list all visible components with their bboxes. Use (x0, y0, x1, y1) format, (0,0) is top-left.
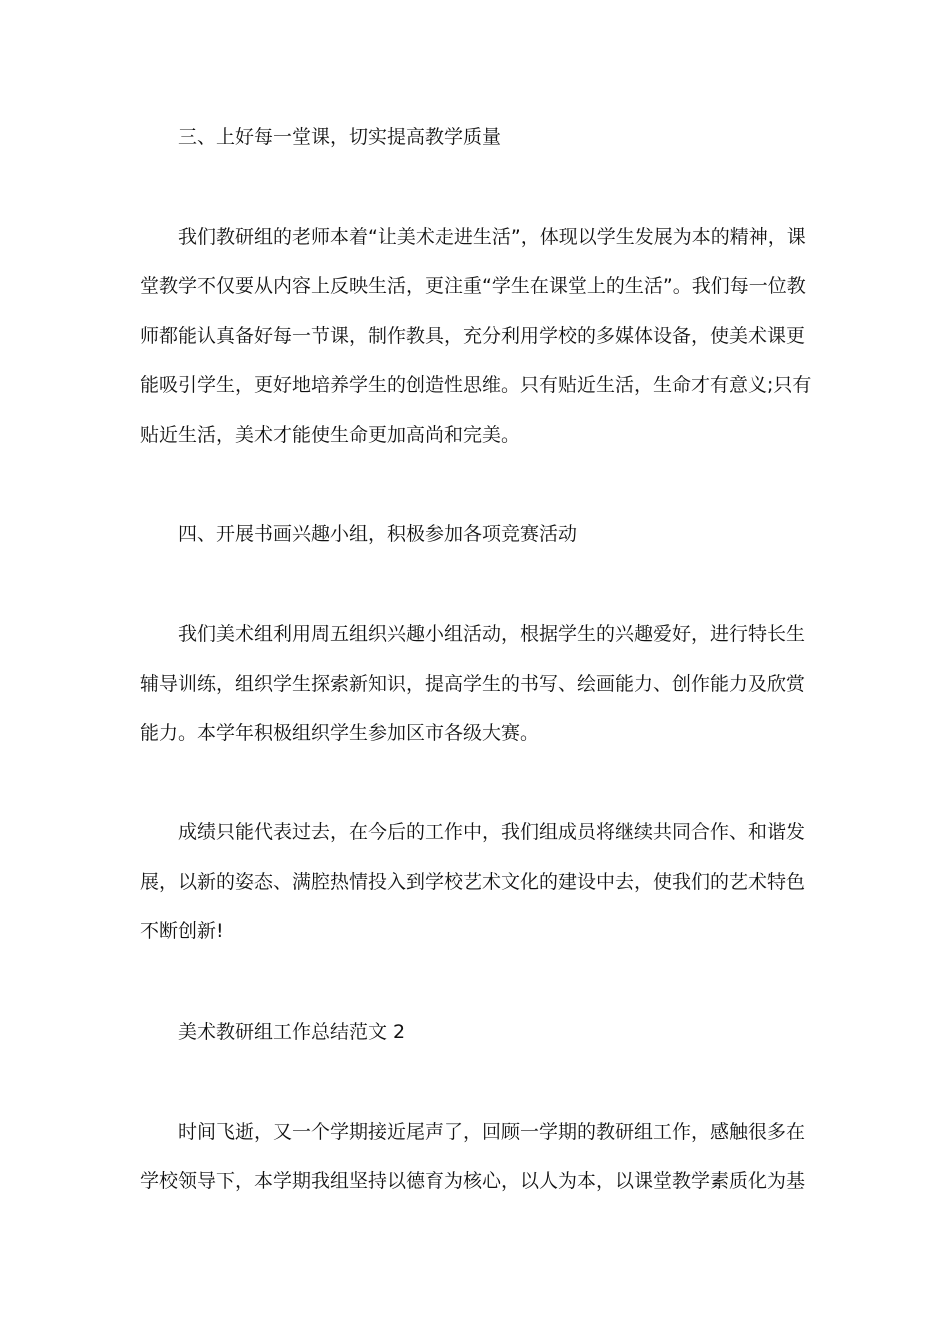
paragraph-line: 学校领导下，本学期我组坚持以德育为核心，以人为本，以课堂教学素质化为基 (140, 1170, 806, 1192)
section-heading-3: 三、上好每一堂课，切实提高教学质量 (178, 126, 502, 148)
paragraph-line: 能吸引学生，更好地培养学生的创造性思维。只有贴近生活，生命才有意义;只有 (140, 374, 812, 396)
paragraph-line: 展，以新的姿态、满腔热情投入到学校艺术文化的建设中去，使我们的艺术特色 (140, 871, 806, 893)
paragraph-line: 能力。本学年积极组织学生参加区市各级大赛。 (140, 722, 540, 744)
paragraph-line: 贴近生活，美术才能使生命更加高尚和完美。 (140, 424, 521, 446)
paragraph-line: 时间飞逝，又一个学期接近尾声了，回顾一学期的教研组工作，感触很多在 (178, 1121, 806, 1143)
paragraph-line: 不断创新! (140, 920, 224, 942)
paragraph-line: 我们美术组利用周五组织兴趣小组活动，根据学生的兴趣爱好，进行特长生 (178, 623, 806, 645)
article-title: 美术教研组工作总结范文 2 (178, 1021, 406, 1043)
paragraph-line: 师都能认真备好每一节课，制作教具，充分利用学校的多媒体设备，使美术课更 (140, 325, 806, 347)
section-heading-4: 四、开展书画兴趣小组，积极参加各项竞赛活动 (178, 523, 578, 545)
paragraph-line: 成绩只能代表过去，在今后的工作中，我们组成员将继续共同合作、和谐发 (178, 821, 806, 843)
paragraph-line: 我们教研组的老师本着“让美术走进生活”，体现以学生发展为本的精神，课 (178, 226, 806, 248)
paragraph-line: 堂教学不仅要从内容上反映生活，更注重“学生在课堂上的生活”。我们每一位教 (140, 275, 806, 297)
paragraph-line: 辅导训练，组织学生探索新知识，提高学生的书写、绘画能力、创作能力及欣赏 (140, 673, 806, 695)
